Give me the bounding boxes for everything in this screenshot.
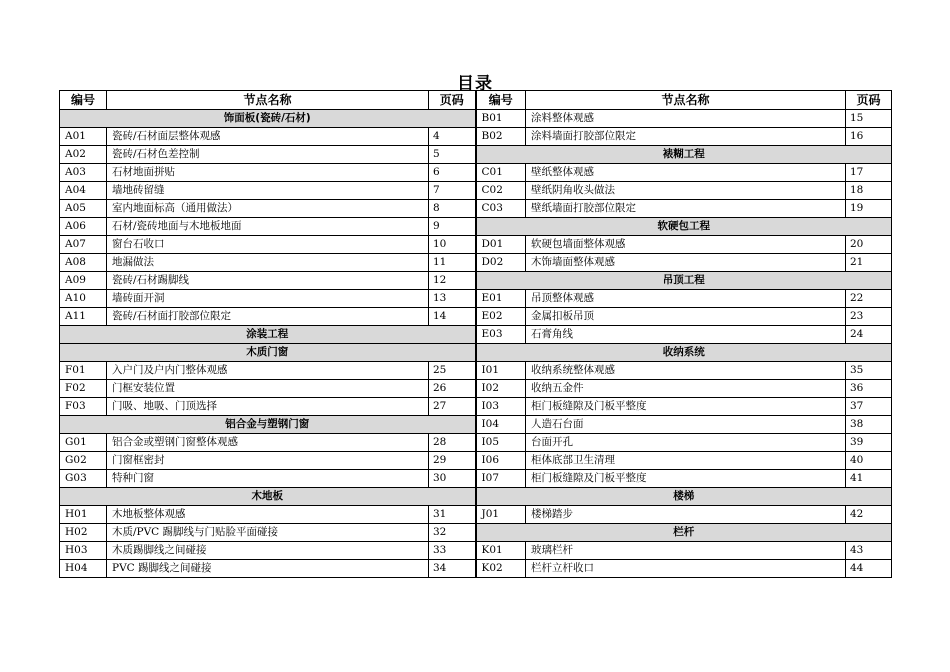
page-number: 21 [846, 254, 892, 272]
node-code: C01 [476, 164, 526, 182]
table-row [60, 488, 892, 506]
node-name: 入户门及户内门整体观感 [107, 362, 429, 380]
page-number: 34 [429, 560, 476, 578]
table-row [60, 110, 892, 128]
section-heading: 饰面板(瓷砖/石材) [60, 110, 476, 128]
page-number: 27 [429, 398, 476, 416]
page-number: 41 [846, 470, 892, 488]
table-row [60, 434, 892, 452]
table-row [60, 218, 892, 236]
node-name: 台面开孔 [526, 434, 846, 452]
page-number: 39 [846, 434, 892, 452]
node-code: A05 [60, 200, 107, 218]
table-row [60, 326, 892, 344]
page-number: 20 [846, 236, 892, 254]
node-code: C03 [476, 200, 526, 218]
col-header-name: 节点名称 [526, 91, 846, 110]
node-code: I06 [476, 452, 526, 470]
page-number: 36 [846, 380, 892, 398]
node-code: G03 [60, 470, 107, 488]
page-number: 4 [429, 128, 476, 146]
table-row [60, 254, 892, 272]
node-name: 地漏做法 [107, 254, 429, 272]
col-header-page: 页码 [846, 91, 892, 110]
node-code: A07 [60, 236, 107, 254]
table-row [60, 146, 892, 164]
table-row [60, 128, 892, 146]
page-number: 33 [429, 542, 476, 560]
node-code: A02 [60, 146, 107, 164]
node-name: 窗台石收口 [107, 236, 429, 254]
col-header-code: 编号 [60, 91, 107, 110]
node-code: I04 [476, 416, 526, 434]
section-heading: 收纳系统 [476, 344, 892, 362]
node-name: 木饰墙面整体观感 [526, 254, 846, 272]
table-row [60, 182, 892, 200]
table-row [60, 524, 892, 542]
node-code: E02 [476, 308, 526, 326]
node-code: B02 [476, 128, 526, 146]
section-heading: 木质门窗 [60, 344, 476, 362]
page-number: 35 [846, 362, 892, 380]
col-header-page: 页码 [429, 91, 476, 110]
node-name: 栏杆立杆收口 [526, 560, 846, 578]
node-name: 柜体底部卫生清理 [526, 452, 846, 470]
page-number: 5 [429, 146, 476, 164]
page-number: 29 [429, 452, 476, 470]
node-name: 木质踢脚线之间碰接 [107, 542, 429, 560]
table-row [60, 452, 892, 470]
page-number: 11 [429, 254, 476, 272]
page-number: 40 [846, 452, 892, 470]
section-heading: 楼梯 [476, 488, 892, 506]
col-header-name: 节点名称 [107, 91, 429, 110]
node-name: 木质/PVC 踢脚线与门贴脸平面碰接 [107, 524, 429, 542]
table-row [60, 290, 892, 308]
table-row [60, 380, 892, 398]
page-number: 23 [846, 308, 892, 326]
node-code: I05 [476, 434, 526, 452]
node-code: B01 [476, 110, 526, 128]
page-number: 17 [846, 164, 892, 182]
node-name: 墙砖面开洞 [107, 290, 429, 308]
page-number: 25 [429, 362, 476, 380]
table-row [60, 560, 892, 578]
node-name: 石材地面拼贴 [107, 164, 429, 182]
node-name: 瓷砖/石材面层整体观感 [107, 128, 429, 146]
node-code: C02 [476, 182, 526, 200]
node-name: 柜门板缝隙及门板平整度 [526, 398, 846, 416]
toc-table [59, 90, 892, 578]
node-code: H04 [60, 560, 107, 578]
page-number: 32 [429, 524, 476, 542]
col-header-code: 编号 [476, 91, 526, 110]
node-code: E01 [476, 290, 526, 308]
node-name: 收纳系统整体观感 [526, 362, 846, 380]
node-code: E03 [476, 326, 526, 344]
node-code: I07 [476, 470, 526, 488]
node-name: 人造石台面 [526, 416, 846, 434]
node-name: 门吸、地吸、门顶选择 [107, 398, 429, 416]
node-code: I02 [476, 380, 526, 398]
node-name: 瓷砖/石材踢脚线 [107, 272, 429, 290]
section-heading: 吊顶工程 [476, 272, 892, 290]
section-heading: 木地板 [60, 488, 476, 506]
table-row [60, 308, 892, 326]
page-number: 22 [846, 290, 892, 308]
node-code: A10 [60, 290, 107, 308]
page-number: 15 [846, 110, 892, 128]
page-number: 44 [846, 560, 892, 578]
page-number: 8 [429, 200, 476, 218]
table-row [60, 164, 892, 182]
node-code: F02 [60, 380, 107, 398]
page-number: 19 [846, 200, 892, 218]
section-heading: 软硬包工程 [476, 218, 892, 236]
section-heading: 涂装工程 [60, 326, 476, 344]
table-row [60, 416, 892, 434]
node-name: 瓷砖/石材面打胶部位限定 [107, 308, 429, 326]
page-number: 24 [846, 326, 892, 344]
node-name: 涂料整体观感 [526, 110, 846, 128]
page-number: 31 [429, 506, 476, 524]
section-heading: 裱糊工程 [476, 146, 892, 164]
table-row [60, 398, 892, 416]
node-name: 金属扣板吊顶 [526, 308, 846, 326]
page-number: 14 [429, 308, 476, 326]
page-number: 30 [429, 470, 476, 488]
node-name: 铝合金或塑钢门窗整体观感 [107, 434, 429, 452]
node-code: H03 [60, 542, 107, 560]
node-name: 门框安装位置 [107, 380, 429, 398]
node-code: A03 [60, 164, 107, 182]
table-row [60, 362, 892, 380]
page-number: 6 [429, 164, 476, 182]
page-number: 26 [429, 380, 476, 398]
node-code: F01 [60, 362, 107, 380]
node-code: A01 [60, 128, 107, 146]
section-heading: 栏杆 [476, 524, 892, 542]
node-name: 壁纸阴角收头做法 [526, 182, 846, 200]
node-code: H01 [60, 506, 107, 524]
section-heading: 铝合金与塑钢门窗 [60, 416, 476, 434]
node-name: 壁纸墙面打胶部位限定 [526, 200, 846, 218]
page-number: 13 [429, 290, 476, 308]
page-number: 7 [429, 182, 476, 200]
node-name: 壁纸整体观感 [526, 164, 846, 182]
node-name: 石膏角线 [526, 326, 846, 344]
node-code: A06 [60, 218, 107, 236]
table-row [60, 506, 892, 524]
node-code: K02 [476, 560, 526, 578]
node-name: 楼梯踏步 [526, 506, 846, 524]
node-name: 玻璃栏杆 [526, 542, 846, 560]
page-number: 42 [846, 506, 892, 524]
node-code: D02 [476, 254, 526, 272]
node-code: D01 [476, 236, 526, 254]
node-code: G01 [60, 434, 107, 452]
table-row [60, 344, 892, 362]
node-name: 瓷砖/石材色差控制 [107, 146, 429, 164]
node-name: 门窗框密封 [107, 452, 429, 470]
node-name: 木地板整体观感 [107, 506, 429, 524]
node-code: K01 [476, 542, 526, 560]
node-name: 涂料墙面打胶部位限定 [526, 128, 846, 146]
node-code: A09 [60, 272, 107, 290]
page-number: 43 [846, 542, 892, 560]
node-name: 柜门板缝隙及门板平整度 [526, 470, 846, 488]
page-number: 18 [846, 182, 892, 200]
node-name: 室内地面标高（通用做法） [107, 200, 429, 218]
page-title: 目录 [457, 74, 493, 94]
node-code: F03 [60, 398, 107, 416]
header-row [60, 91, 892, 110]
node-code: H02 [60, 524, 107, 542]
node-code: A11 [60, 308, 107, 326]
node-code: A04 [60, 182, 107, 200]
page-number: 10 [429, 236, 476, 254]
page-number: 38 [846, 416, 892, 434]
page-number: 9 [429, 218, 476, 236]
table-row [60, 236, 892, 254]
page-number: 37 [846, 398, 892, 416]
table-row [60, 542, 892, 560]
node-code: I03 [476, 398, 526, 416]
node-name: PVC 踢脚线之间碰接 [107, 560, 429, 578]
node-code: J01 [476, 506, 526, 524]
page-number: 12 [429, 272, 476, 290]
node-name: 墙地砖留缝 [107, 182, 429, 200]
node-name: 吊顶整体观感 [526, 290, 846, 308]
page-number: 16 [846, 128, 892, 146]
table-row [60, 470, 892, 488]
node-name: 软硬包墙面整体观感 [526, 236, 846, 254]
node-name: 石材/瓷砖地面与木地板地面 [107, 218, 429, 236]
table-row [60, 272, 892, 290]
node-code: A08 [60, 254, 107, 272]
table-row [60, 200, 892, 218]
page-number: 28 [429, 434, 476, 452]
node-name: 特种门窗 [107, 470, 429, 488]
node-code: I01 [476, 362, 526, 380]
node-code: G02 [60, 452, 107, 470]
node-name: 收纳五金件 [526, 380, 846, 398]
